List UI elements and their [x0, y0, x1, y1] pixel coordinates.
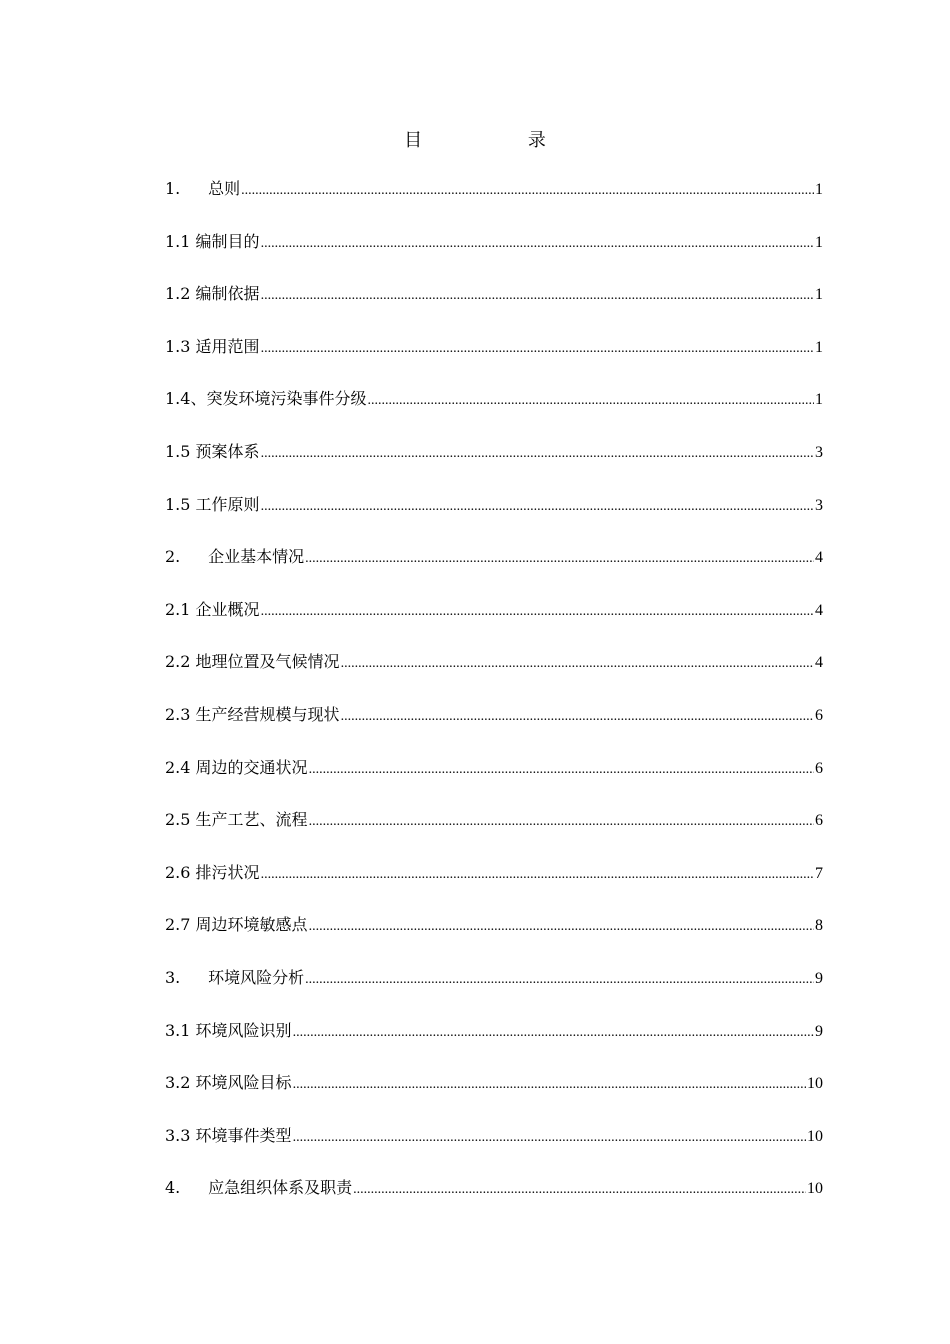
- toc-entry[interactable]: [165, 755, 823, 808]
- toc-entry[interactable]: [165, 386, 823, 439]
- toc-entry-number: 3.2: [165, 1073, 191, 1093]
- toc-leader-dots: [261, 499, 814, 515]
- toc-entry-page: 4: [815, 601, 823, 619]
- toc-entry-page: 10: [807, 1075, 823, 1093]
- toc-leader-dots: [341, 709, 814, 725]
- toc-entry-text: 生产工艺、流程: [195, 810, 308, 830]
- toc-entry[interactable]: [165, 1018, 823, 1071]
- toc-leader-dots: [261, 288, 814, 304]
- toc-entry-label: [165, 281, 260, 304]
- toc-title: 目 录: [404, 130, 596, 151]
- toc-entry-page: 7: [815, 864, 823, 882]
- toc-entry-text: 环境风险目标: [195, 1073, 292, 1093]
- toc-entry-text: 编制依据: [195, 284, 260, 304]
- toc-entry-page: 4: [815, 654, 823, 672]
- toc-entry-text: 编制目的: [195, 231, 260, 251]
- toc-entry-number: 2.4: [165, 757, 191, 777]
- toc-leader-dots: [293, 1130, 806, 1146]
- toc-entry-label: [165, 544, 304, 567]
- toc-entry[interactable]: [165, 1175, 823, 1228]
- toc-entry[interactable]: [165, 544, 823, 597]
- toc-entry-text: 排污状况: [195, 862, 260, 882]
- toc-entry-text: 周边的交通状况: [195, 757, 308, 777]
- toc-entry-label: [165, 492, 260, 515]
- toc-entry-number: 3.: [165, 967, 181, 987]
- toc-entry-page: 6: [815, 759, 823, 777]
- toc-entry[interactable]: [165, 597, 823, 650]
- toc-entry-label: [165, 755, 308, 778]
- toc-entry-page: 1: [815, 391, 823, 409]
- toc-entry[interactable]: [165, 281, 823, 334]
- toc-entry[interactable]: [165, 807, 823, 860]
- toc-entry-number: 1.3: [165, 336, 191, 356]
- toc-entry-page: 6: [815, 706, 823, 724]
- toc-entry-page: 8: [815, 917, 823, 935]
- toc-entry[interactable]: [165, 439, 823, 492]
- toc-entry[interactable]: [165, 229, 823, 282]
- toc-entry[interactable]: [165, 1070, 823, 1123]
- toc-entry-label: [165, 176, 240, 199]
- toc-entry[interactable]: [165, 492, 823, 545]
- toc-entry-label: [165, 1018, 292, 1041]
- toc-entry[interactable]: [165, 649, 823, 702]
- toc-entry-text: 生产经营规模与现状: [195, 704, 340, 724]
- toc-entry[interactable]: [165, 860, 823, 913]
- toc-entry-number: 1.5: [165, 441, 191, 461]
- toc-entry-page: 1: [815, 233, 823, 251]
- toc-leader-dots: [309, 762, 814, 778]
- toc-entry-text: 地理位置及气候情况: [195, 652, 340, 672]
- toc-entry-label: [165, 229, 260, 252]
- toc-entry-text: 企业概况: [195, 599, 260, 619]
- toc-entry-number: 1.1: [165, 231, 191, 251]
- toc-entry-page: 6: [815, 812, 823, 830]
- toc-entry-text: 工作原则: [195, 494, 260, 514]
- toc-entry-page: 1: [815, 338, 823, 356]
- toc-leader-dots: [261, 604, 814, 620]
- toc-entry-label: [165, 439, 260, 462]
- toc-entry-page: 10: [807, 1180, 823, 1198]
- toc-entry-number: 2.3: [165, 704, 191, 724]
- toc-leader-dots: [309, 919, 814, 935]
- toc-entry-text: 周边环境敏感点: [195, 915, 308, 935]
- toc-leader-dots: [261, 236, 814, 252]
- toc-entry-number: 1.: [165, 179, 181, 198]
- toc-entry-page: 9: [815, 1022, 823, 1040]
- toc-entry-text: 总则: [208, 179, 241, 198]
- toc-entry-page: 1: [815, 286, 823, 304]
- toc-leader-dots: [261, 867, 814, 883]
- toc-leader-dots: [367, 393, 814, 409]
- toc-leader-dots: [293, 1025, 814, 1041]
- toc-leader-dots: [293, 1077, 806, 1093]
- toc-leader-dots: [353, 1182, 806, 1198]
- toc-leader-dots: [305, 551, 814, 567]
- toc-entry-number: 1.2: [165, 284, 191, 304]
- toc-entry-label: [165, 1123, 292, 1146]
- toc-entry-label: [165, 965, 304, 988]
- toc-leader-dots: [305, 972, 814, 988]
- toc-entry-page: 3: [815, 443, 823, 461]
- toc-entry-text: 环境事件类型: [195, 1125, 292, 1145]
- toc-entry-number: 2.1: [165, 599, 191, 619]
- toc-leader-dots: [341, 656, 814, 672]
- toc-entry-number: 4.: [165, 1178, 181, 1198]
- toc-entry-number: 2.7: [165, 915, 191, 935]
- toc-entry-label: [165, 807, 308, 830]
- toc-entry-page: 10: [807, 1127, 823, 1145]
- toc-entry[interactable]: [165, 1123, 823, 1176]
- toc-leader-dots: [241, 183, 814, 199]
- toc-leader-dots: [261, 341, 814, 357]
- toc-entry-page: 1: [815, 181, 823, 198]
- toc-entry[interactable]: [165, 965, 823, 1018]
- toc-entry-label: [165, 912, 308, 935]
- toc-entry-label: [165, 702, 340, 725]
- toc-entry-text: 适用范围: [195, 336, 260, 356]
- toc-entry-text: 企业基本情况: [208, 547, 305, 567]
- toc-entry-page: 4: [815, 549, 823, 567]
- toc-entry-page: 3: [815, 496, 823, 514]
- toc-entry-text: 环境风险分析: [208, 967, 305, 987]
- toc-entry-label: [165, 386, 366, 409]
- toc-entry-label: [165, 597, 260, 620]
- toc-entry-label: [165, 860, 260, 883]
- toc-leader-dots: [261, 446, 814, 462]
- toc-entry-number: 1.4、: [165, 389, 207, 409]
- toc-entry-text: 环境风险识别: [195, 1020, 292, 1040]
- toc-entry[interactable]: [165, 912, 823, 965]
- toc-leader-dots: [309, 814, 814, 830]
- toc-entry-number: 3.3: [165, 1125, 191, 1145]
- toc-entry-text: 预案体系: [195, 441, 260, 461]
- toc-entry-page: 9: [815, 969, 823, 987]
- toc-entry-label: [165, 334, 260, 357]
- toc-entry-text: 应急组织体系及职责: [208, 1178, 353, 1198]
- toc-entry-label: [165, 1175, 352, 1198]
- table-of-contents: [165, 176, 823, 1228]
- toc-entry-label: [165, 649, 340, 672]
- toc-entry[interactable]: [165, 176, 823, 229]
- toc-entry[interactable]: [165, 702, 823, 755]
- toc-entry-number: 2.5: [165, 810, 191, 830]
- toc-entry[interactable]: [165, 334, 823, 387]
- toc-entry-number: 3.1: [165, 1020, 191, 1040]
- toc-entry-number: 1.5: [165, 494, 191, 514]
- toc-entry-number: 2.2: [165, 652, 191, 672]
- toc-entry-text: 突发环境污染事件分级: [206, 389, 367, 409]
- toc-entry-number: 2.: [165, 547, 181, 567]
- toc-entry-number: 2.6: [165, 862, 191, 882]
- toc-entry-label: [165, 1070, 292, 1093]
